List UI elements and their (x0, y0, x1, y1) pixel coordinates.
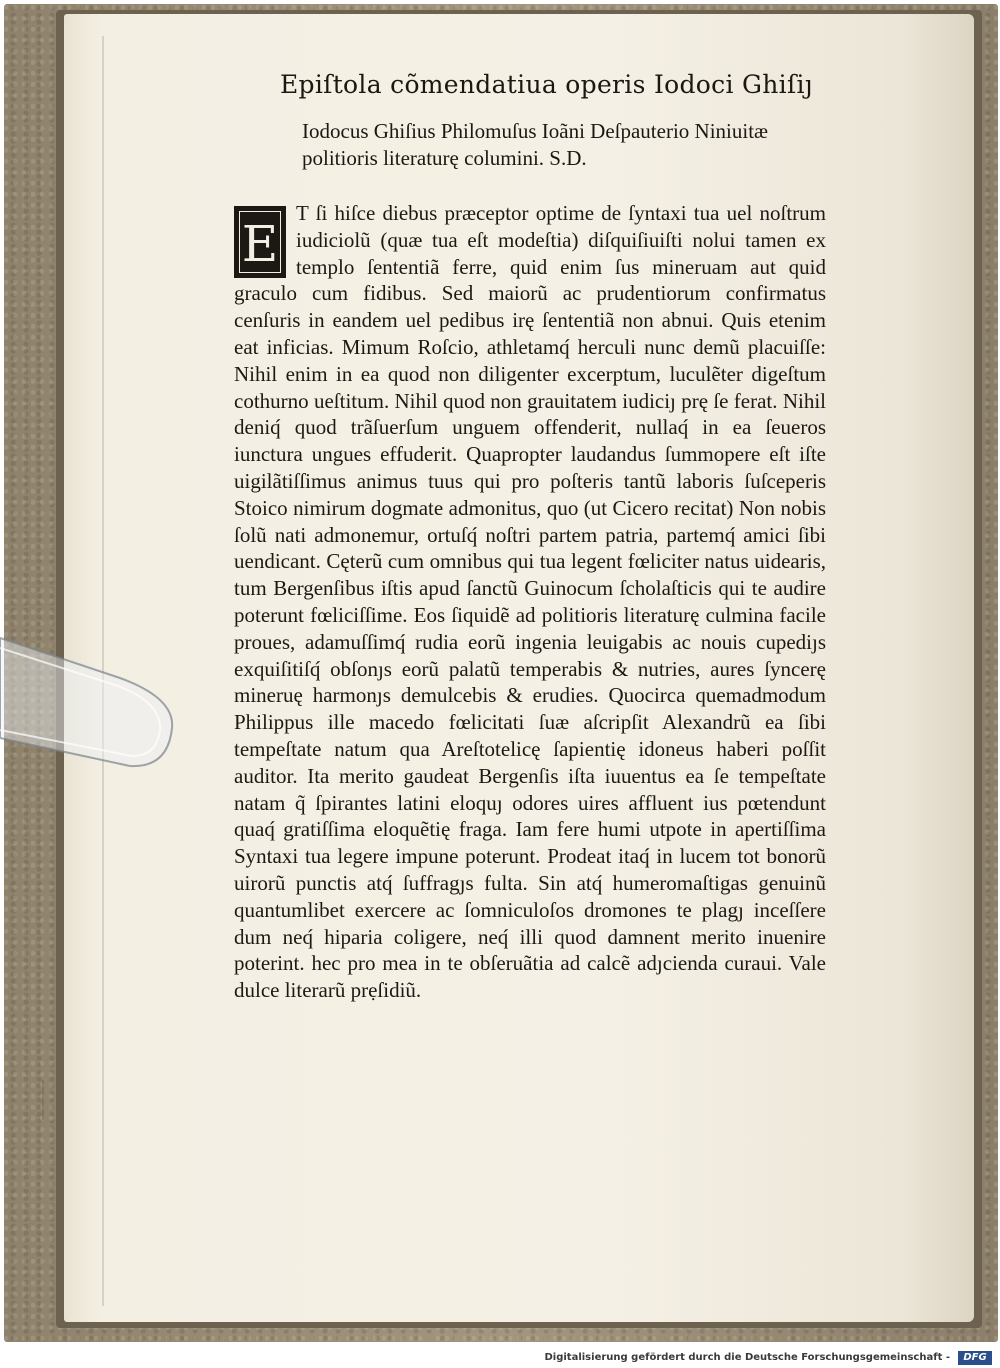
page-clip-bookmark (0, 618, 180, 768)
document-title: Epiſtola cõmendatiua operis Iodoci Ghiſiȷ (280, 70, 813, 99)
footer-bar (0, 1350, 1000, 1368)
letter-paragraph: T ſi hiſce diebus præceptor optime de ſyntaxi tua uel noſtrum iudiciolũ (quæ tua eſt modeſtia) diſquiſiuiſti nolui tamen ex templo ſententiã ferre, quid enim ſus mineruam aut quid graculo cum fidibus. Sed maiorũ ac prudentiorum confirmatus cenſuris in eandem uel pedibus irę ſententiã non abnui. Quis etenim eat inficias. Mimum Roſcio, athletamq́ herculi nunc demũ placuiſſe: Nihil enim in ea quod non diligenter excerptum, luculẽter digeſtum cothurno ueſtitum. Nihil quod non grauitatem iudiciȷ prę ſe ferat. Nihil deniq́ quod trãſuerſum unguem offenderit, nullaq́ in ea ſeueros iunctura ungues effuderit. Quapropter laudandus ſummopere eſt iſte uigilãtiſſimus animus tuus qui pro poſteris tantũ laboris ſuſceperis Stoico nimirum dogmate admonitus, quo (ut Cicero recitat) Non nobis ſolũ nati admonemur, ortuſq́ noſtri partem patria, partemq́ amici ſibi uendicant. Cęterũ cum omnibus qui tua legent fœliciter natus uidearis, tum Bergenſibus iſtis apud ſanctũ Guinocum ſcholaſticis qui te audire poterunt fœliciſſime. Eos ſiquidẽ ad politioris literaturę culmina facile proues, adamuſſimq́ rudia eorũ ingenia leuigabis ac nouis cupediȷs exquiſitiſq́ obſonȷs eorũ palatũ temperabis & nutries, aures ſyncerę mineruę harmonȷs demulcebis & erudies. Quocirca quemadmodum Philippus ille macedo fœlicitati ſuæ aſcripſit Alexandrũ ea ſibi tempeſtate natum qua Areſtotelicę ſapientię idoneus haberi poſſit auditor. Ita merito gaudeat Bergenſis iſta iuuentus ea ſe tempeſtate natam q̃ ſpirantes latini eloquȷ odores uires affluent ius pœtendunt quaq́ gratiſſima eloquẽtię fraga. Iam fere humi utpote in apertiſſima Syntaxi tua legere impune poterunt. Prodeat itaq́ in lucem tot bonorũ uirorũ punctis atq́ ſuffragȷs fulta. Sin atq́ humeromaſtigas genuinũ quantumlibet exercere ac ſomniculoſos dromones te plagȷ inceſſere dum neq́ hiparia coligere, neq́ illi quod damnent merito inuenire poterint. hec pro mea in te obſeruãtia ad calcẽ adȷcienda curaui. Vale dulce literarũ prẹſidiũ. (234, 201, 826, 1003)
salutation-line: Iodocus Ghiſius Philomuſus Ioãni Deſpauterio Niniuitæ politioris literaturę columini. S.D. (302, 119, 769, 170)
dfg-logo-icon: DFG (958, 1351, 992, 1365)
pencil-mark (42, 1080, 44, 1120)
decorated-initial: E (234, 206, 286, 278)
funding-credit: Digitalisierung gefördert durch die Deutsche Forschungsgemeinschaft - (544, 1352, 950, 1363)
letter-body (234, 200, 826, 1004)
